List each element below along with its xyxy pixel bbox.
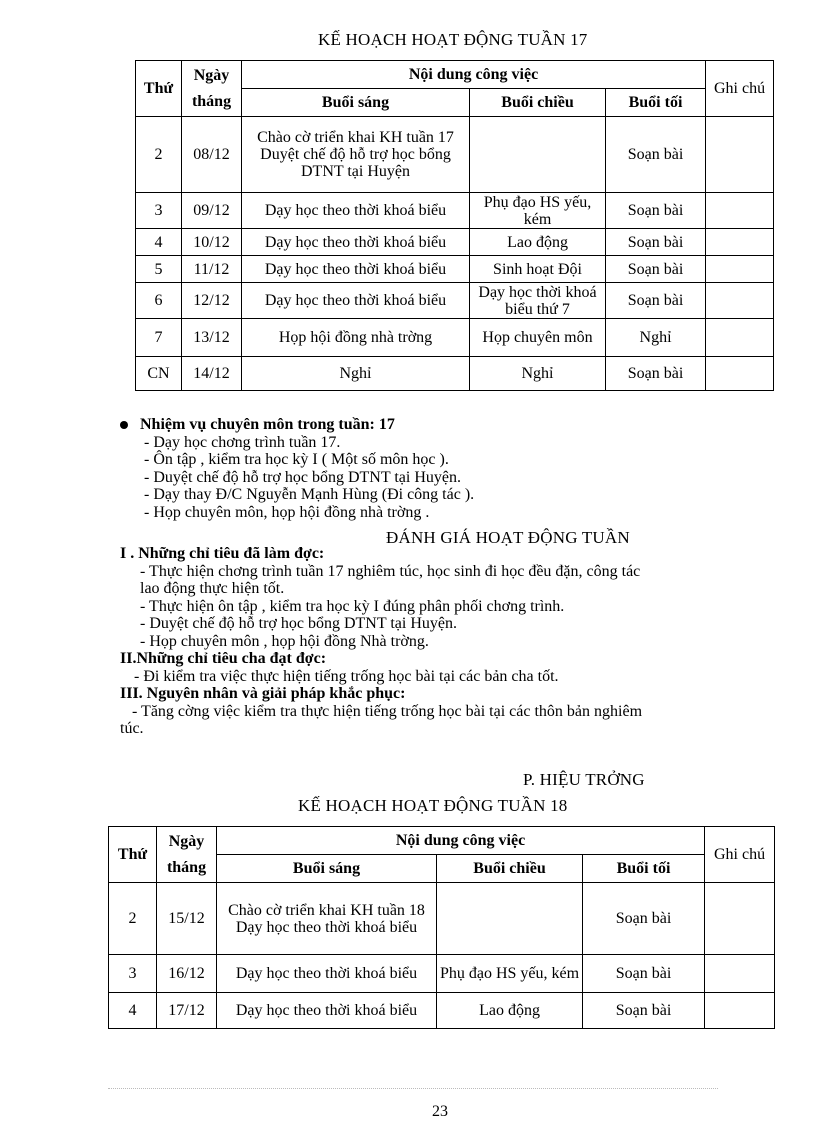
cell-chieu: Lao động [437, 993, 583, 1029]
cell-chieu: Phụ đạo HS yếu, kém [470, 193, 606, 229]
cell-sang: Dạy học theo thời khoá biểu [217, 955, 437, 993]
evaluation-title: ĐÁNH GIÁ HOẠT ĐỘNG TUẦN [386, 528, 630, 547]
cell-thu: 2 [136, 117, 182, 193]
cell-ngay: 11/12 [182, 256, 242, 283]
cell-thu: 4 [109, 993, 157, 1029]
table-row [136, 256, 774, 283]
week17-title: KẾ HOẠCH HOẠT ĐỘNG TUẦN 17 [318, 30, 588, 49]
header-buoi-chieu: Buổi chiều [437, 855, 583, 883]
cell-chieu: Họp chuyên môn [470, 319, 606, 357]
cell-thu: 4 [136, 229, 182, 256]
evaluation-section [120, 545, 760, 738]
cell-chieu: Dạy học thời khoá biểu thứ 7 [470, 283, 606, 319]
table-row [136, 117, 774, 193]
cell-thu: CN [136, 357, 182, 391]
week18-table [108, 826, 775, 1029]
table-row [136, 229, 774, 256]
cell-ghi-chu [706, 319, 774, 357]
section3-item: - Tăng cờng việc kiểm tra thực hiện tiếng trống học bài tại các thôn bản nghiêm [132, 702, 643, 720]
cell-thu: 3 [109, 955, 157, 993]
cell-ngay: 16/12 [157, 955, 217, 993]
cell-ngay: 15/12 [157, 883, 217, 955]
cell-toi: Soạn bài [606, 357, 706, 391]
table-row [136, 319, 774, 357]
page-number: 23 [432, 1103, 448, 1120]
task-item: - Họp chuyên môn, họp hội đồng nhà trờng . [144, 503, 430, 521]
header-ghi-chu: Ghi chú [706, 61, 774, 117]
cell-thu: 3 [136, 193, 182, 229]
cell-ghi-chu [706, 357, 774, 391]
section1-heading: I . Những chỉ tiêu đã làm đợc: [120, 545, 325, 562]
section2-item: - Đi kiểm tra việc thực hiện tiếng trống học bài tại các bản cha tốt. [134, 667, 559, 685]
cell-chieu: Phụ đạo HS yếu, kém [437, 955, 583, 993]
table-row [109, 955, 775, 993]
task-item: - Ôn tập , kiểm tra học kỳ I ( Một số môn học ). [144, 451, 449, 468]
section2-heading: II.Những chỉ tiêu cha đạt đợc: [120, 650, 327, 667]
cell-sang: Dạy học theo thời khoá biểu [242, 256, 470, 283]
cell-sang: Nghỉ [242, 357, 470, 391]
header-buoi-chieu: Buổi chiều [470, 89, 606, 117]
cell-chieu: Lao động [470, 229, 606, 256]
task-item: - Duyệt chế độ hỗ trợ học bổng DTNT tại Huyện. [144, 468, 461, 486]
cell-ghi-chu [706, 193, 774, 229]
header-ngay-thang: Ngày tháng [182, 61, 242, 117]
table-row [109, 993, 775, 1029]
cell-ngay: 13/12 [182, 319, 242, 357]
page-divider [108, 1088, 718, 1089]
header-thu: Thứ [136, 61, 182, 117]
cell-ghi-chu [705, 883, 775, 955]
cell-chieu: Sinh hoạt Đội [470, 256, 606, 283]
header-buoi-sang: Buổi sáng [242, 89, 470, 117]
section3-item: túc. [120, 720, 144, 737]
table-row [136, 357, 774, 391]
table-row [109, 883, 775, 955]
table-row [136, 283, 774, 319]
cell-toi: Soạn bài [606, 229, 706, 256]
cell-ghi-chu [706, 283, 774, 319]
header-ngay-thang: Ngày tháng [157, 827, 217, 883]
cell-thu: 6 [136, 283, 182, 319]
cell-toi: Soạn bài [606, 117, 706, 193]
task-item: - Dạy thay Đ/C Nguyễn Mạnh Hùng (Đi công tác ). [144, 486, 475, 503]
section1-item: lao động thực hiện tốt. [140, 580, 285, 597]
section1-item: - Duyệt chế độ hỗ trợ học bổng DTNT tại Huyện. [140, 615, 457, 632]
cell-toi: Soạn bài [606, 283, 706, 319]
cell-ngay: 17/12 [157, 993, 217, 1029]
section1-item: - Thực hiện ôn tập , kiểm tra học kỳ I đúng phân phối chơng trình. [140, 597, 565, 615]
cell-sang: Họp hội đồng nhà trờng [242, 319, 470, 357]
cell-ghi-chu [705, 955, 775, 993]
cell-thu: 2 [109, 883, 157, 955]
header-buoi-toi: Buổi tối [606, 89, 706, 117]
cell-ghi-chu [705, 993, 775, 1029]
cell-ngay: 14/12 [182, 357, 242, 391]
header-noi-dung: Nội dung công việc [217, 827, 705, 855]
table-row [136, 193, 774, 229]
cell-chieu [437, 883, 583, 955]
cell-ngay: 08/12 [182, 117, 242, 193]
cell-toi: Nghỉ [606, 319, 706, 357]
week17-table [135, 60, 774, 391]
cell-toi: Soạn bài [583, 883, 705, 955]
section3-heading: III. Nguyên nhân và giải pháp khắc phục: [120, 685, 406, 702]
cell-ghi-chu [706, 117, 774, 193]
cell-chieu: Nghỉ [470, 357, 606, 391]
cell-ghi-chu [706, 256, 774, 283]
cell-ngay: 12/12 [182, 283, 242, 319]
cell-ngay: 10/12 [182, 229, 242, 256]
section1-item: - Họp chuyên môn , họp hội đồng Nhà trờng. [140, 632, 429, 650]
signature: P. HIỆU TRỞNG [523, 770, 645, 789]
cell-toi: Soạn bài [606, 256, 706, 283]
tasks-heading: Nhiệm vụ chuyên môn trong tuần: 17 [120, 416, 474, 434]
cell-sang: Dạy học theo thời khoá biểu [242, 229, 470, 256]
cell-thu: 5 [136, 256, 182, 283]
cell-sang: Chào cờ triển khai KH tuần 17 Duyệt chế độ hỗ trợ học bổng DTNT tại Huyện [242, 117, 470, 193]
cell-sang: Dạy học theo thời khoá biểu [217, 993, 437, 1029]
cell-toi: Soạn bài [606, 193, 706, 229]
cell-toi: Soạn bài [583, 955, 705, 993]
task-item: - Dạy học chơng trình tuần 17. [144, 433, 341, 451]
header-noi-dung: Nội dung công việc [242, 61, 706, 89]
header-buoi-sang: Buổi sáng [217, 855, 437, 883]
cell-ghi-chu [706, 229, 774, 256]
cell-chieu [470, 117, 606, 193]
section1-item: - Thực hiện chơng trình tuần 17 nghiêm túc, học sinh đi học đều đặn, công tác [140, 562, 641, 580]
week18-title: KẾ HOẠCH HOẠT ĐỘNG TUẦN 18 [298, 796, 568, 815]
cell-sang: Dạy học theo thời khoá biểu [242, 283, 470, 319]
cell-sang: Dạy học theo thời khoá biểu [242, 193, 470, 229]
cell-toi: Soạn bài [583, 993, 705, 1029]
header-thu: Thứ [109, 827, 157, 883]
tasks-section [120, 416, 474, 521]
cell-sang: Chào cờ triển khai KH tuần 18 Dạy học theo thời khoá biểu [217, 883, 437, 955]
cell-thu: 7 [136, 319, 182, 357]
cell-ngay: 09/12 [182, 193, 242, 229]
header-buoi-toi: Buổi tối [583, 855, 705, 883]
bullet-icon [120, 421, 128, 429]
header-ghi-chu: Ghi chú [705, 827, 775, 883]
